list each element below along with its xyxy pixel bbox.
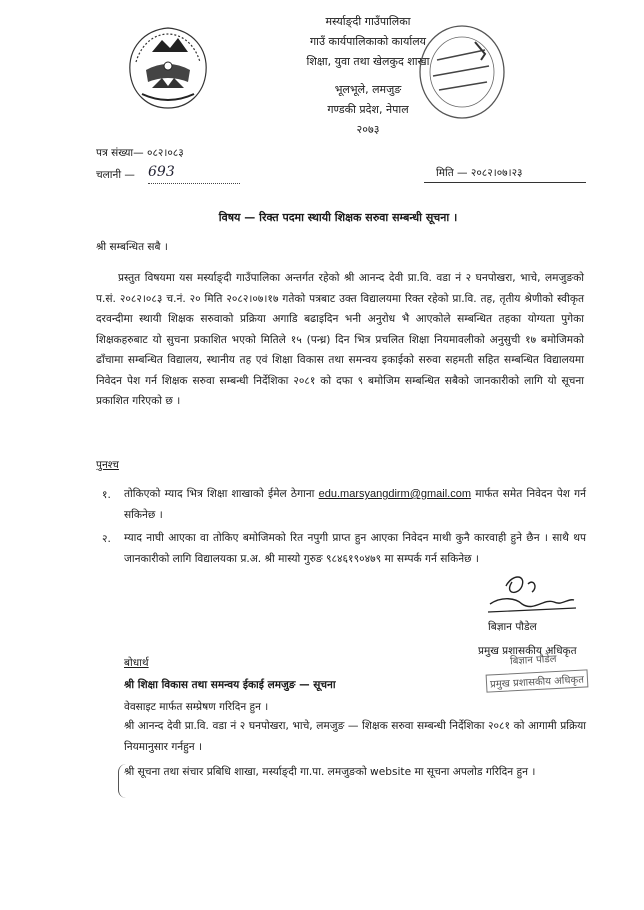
punashcha-item-2: म्याद नाघी आएका वा तोकिए बमोजिमको रित नपुगी प्राप्त हुन आएका निवेदन माथी कुनै कारवाही हुने छैन । साथै थप जानकारीको लागि विद्यालयका प्र.अ. श्री मास्यो गुरुङ ९८४६१९०४७९ मा सम्पर्क गर्न सकिनेछ । — [124, 532, 586, 565]
chalani-number: 693 — [148, 164, 175, 180]
subject-line: विषय — रिक्त पदमा स्थायी शिक्षक सरुवा सम्बन्धी सूचना । — [218, 211, 458, 224]
punashcha-label: पुनश्च — [96, 459, 119, 471]
province-line: गण्डकी प्रदेश, नेपाल — [327, 103, 409, 116]
address-line: भूलभूले, लमजुङ — [334, 83, 402, 96]
handwritten-signature — [482, 568, 582, 622]
section-name: शिक्षा, युवा तथा खेलकुद शाखा — [306, 55, 430, 68]
signatory-title: प्रमुख प्रशासकीय अधिकृत — [478, 645, 577, 657]
punashcha-item-1 — [124, 484, 586, 525]
bodhartha-label: बोधार्थ — [124, 657, 149, 669]
item1-text-a: तोकिएको म्याद भित्र शिक्षा शाखाको ईमेल ठेगाना — [124, 488, 315, 500]
office-round-stamp-icon — [415, 20, 509, 124]
body-paragraph: प्रस्तुत विषयमा यस मर्स्याङ्दी गाउँपालिका अन्तर्गत रहेको श्री आनन्द देवी प्रा.वि. वडा नं २ घनपोखरा, भाचे, लमजुङको प.सं. २०८२।०८३ च.नं. २० मिति २०८२।०७।१७ गतेको पत्रबाट उक्त विद्यालयमा रिक्त रहेको प्रा.वि. तह, तृतीय श्रेणीको स्वीकृत दरवन्दीमा स्थायी शिक्षक सरुवाको प्रक्रिया अगाडि बढाइदिन भनी अनुरोध भै आएकोले सम्बन्धित तहका योग्यता पुगेका शिक्षकहरुबाट यो सुचना प्रकाशित भएको मितिले १५ (पन्ध्र) दिन भित्र प्रचलित शिक्षा नियमावलीको अनुसुची १७ बमोजिमको ढाँचामा सम्बन्धित विद्यालय, स्थानीय तह एवं शिक्षा विकास तथा समन्वय इकाईको सरुवा सहमती सहित सम्बन्धित विद्यालयमा निवेदन पेश गर्न शिक्षक सरुवा सम्बन्धी निर्देशिका २०८१ को दफा ९ बमोजिम सम्बन्धित सबैको जानकारीको लागि यो सूचना प्रकाशित गरिएको छ । — [96, 272, 584, 407]
patra-sankhya: पत्र संख्या— ०८२।०८३ — [96, 147, 184, 159]
nepal-emblem-icon — [122, 22, 214, 114]
miti-date: मिति — २०८२।०७।२३ — [436, 167, 523, 179]
chalani-underline — [148, 183, 240, 184]
signatory-name: बिज्ञान पौडेल — [488, 621, 537, 633]
bodhartha-line-1b: वेवसाइट मार्फत सम्प्रेषण गरिदिन हुन । — [124, 701, 269, 713]
date-underline — [424, 182, 586, 183]
item2-number: २. — [102, 533, 111, 545]
salutation: श्री सम्बन्धित सबै । — [96, 241, 168, 253]
office-name: गाउँ कार्यपालिकाको कार्यालय — [309, 35, 427, 48]
bodhartha-line-2: श्री आनन्द देवी प्रा.वि. वडा नं २ घनपोखरा, भाचे, लमजुङ — शिक्षक सरुवा सम्बन्धी निर्देशिका २०८१ को आगामी प्रक्रिया नियमानुसार गर्नहुन । — [124, 720, 586, 753]
item1-text-b: मार्फत समेत निवेदन पेश गर्न सकिनेछ । — [124, 488, 586, 521]
name-seal-stamp — [482, 650, 600, 694]
bodhartha-line-1: श्री शिक्षा विकास तथा समन्वय ईकाई लमजुङ — सूचना — [124, 679, 336, 691]
municipality-name: मर्स्याङ्दी गाउँपालिका — [325, 15, 411, 28]
item1-number: १. — [102, 489, 111, 501]
margin-bracket-mark — [118, 764, 131, 798]
email-link[interactable]: edu.marsyangdirm@gmail.com — [318, 488, 472, 500]
bodhartha-line-3: श्री सूचना तथा संचार प्रबिधि शाखा, मर्स्याङ्दी गा.पा. लमजुङको website मा सूचना अपलोड गरिदिन हुन । — [124, 766, 536, 778]
established-year: २०७३ — [356, 123, 380, 136]
chalani-label: चलानी — — [96, 169, 135, 181]
seal-name: बिज्ञान पौडेल — [509, 653, 557, 668]
seal-title: प्रमुख प्रशासकीय अधिकृत — [486, 669, 589, 692]
